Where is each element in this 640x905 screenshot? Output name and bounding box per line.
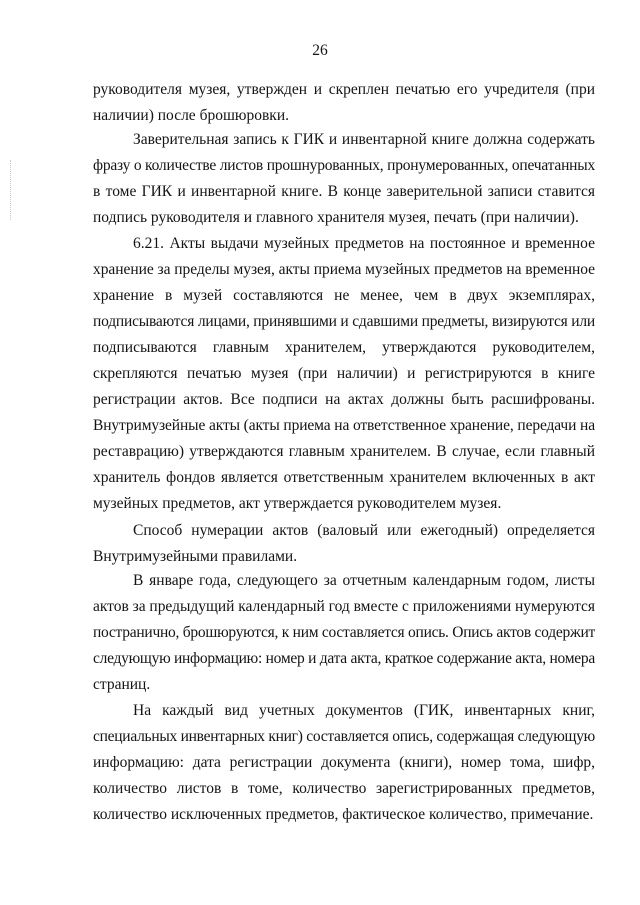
text-line: Внутримузейные акты (акты приема на ответственное хранение, передачи на — [93, 417, 595, 434]
text-line: актов за предыдущий календарный год вместе с приложениями нумеруются — [93, 598, 595, 615]
text-line: подписываются главным хранителем, утверждаются руководителем, — [93, 339, 595, 356]
text-line: Способ нумерации актов (валовый или ежегодный) определяется — [133, 522, 595, 539]
text-line: реставрацию) утверждаются главным хранителем. В случае, если главный — [93, 443, 595, 460]
text-line: подпись руководителя и главного хранителя музея, печать (при наличии). — [93, 209, 579, 226]
page-number: 26 — [312, 42, 328, 59]
paragraph-continuation — [93, 77, 595, 129]
paragraph-january-binding — [93, 568, 595, 698]
text-line: регистрации актов. Все подписи на актах должны быть расшифрованы. — [93, 391, 595, 408]
text-line: хранитель фондов является ответственным хранителем включенных в акт — [93, 469, 595, 486]
paragraph-inventory-list — [93, 698, 595, 828]
text-line: страниц. — [93, 676, 151, 693]
text-line: хранение за пределы музея, акты приема музейных предметов на временное — [93, 261, 595, 278]
text-line: количество листов в томе, количество зарегистрированных предметов, — [93, 780, 595, 797]
text-line: На каждый вид учетных документов (ГИК, инвентарных книг, — [133, 702, 595, 719]
text-line: Внутримузейными правилами. — [93, 548, 298, 565]
text-line: скрепляются печатью музея (при наличии) и регистрируются в книге — [93, 365, 595, 382]
text-line: следующую информацию: номер и дата акта, краткое содержание акта, номера — [93, 650, 595, 667]
text-line: В январе года, следующего за отчетным календарным годом, листы — [133, 572, 595, 589]
scan-margin-marks — [10, 160, 13, 220]
text-line: специальных инвентарных книг) составляется опись, содержащая следующую — [93, 728, 595, 745]
text-line: музейных предметов, акт утверждается руководителем музея. — [93, 495, 502, 512]
text-line: Заверительная запись к ГИК и инвентарной книге должна содержать — [133, 131, 595, 148]
paragraph-numbering-method — [93, 518, 595, 570]
text-line: хранение в музей составляются не менее, чем в двух экземплярах, — [93, 287, 595, 304]
text-line: в томе ГИК и инвентарной книге. В конце заверительной записи ставится — [93, 183, 595, 200]
text-line: фразу о количестве листов прошнурованных, пронумерованных, опечатанных — [93, 157, 595, 174]
text-line: 6.21. Акты выдачи музейных предметов на постоянное и временное — [133, 235, 595, 252]
text-line: руководителя музея, утвержден и скреплен печатью его учредителя (при — [93, 81, 595, 98]
text-line: подписываются лицами, принявшими и сдавшими предметы, визируются или — [93, 313, 595, 330]
paragraph-section-6-21 — [93, 231, 595, 517]
paragraph-certification-record — [93, 127, 595, 231]
text-line: постранично, брошюруются, к ним составляется опись. Опись актов содержит — [93, 624, 595, 641]
text-line: количество исключенных предметов, фактическое количество, примечание. — [93, 806, 594, 823]
text-line: наличии) после брошюровки. — [93, 107, 289, 124]
text-line: информацию: дата регистрации документа (книги), номер тома, шифр, — [93, 754, 595, 771]
